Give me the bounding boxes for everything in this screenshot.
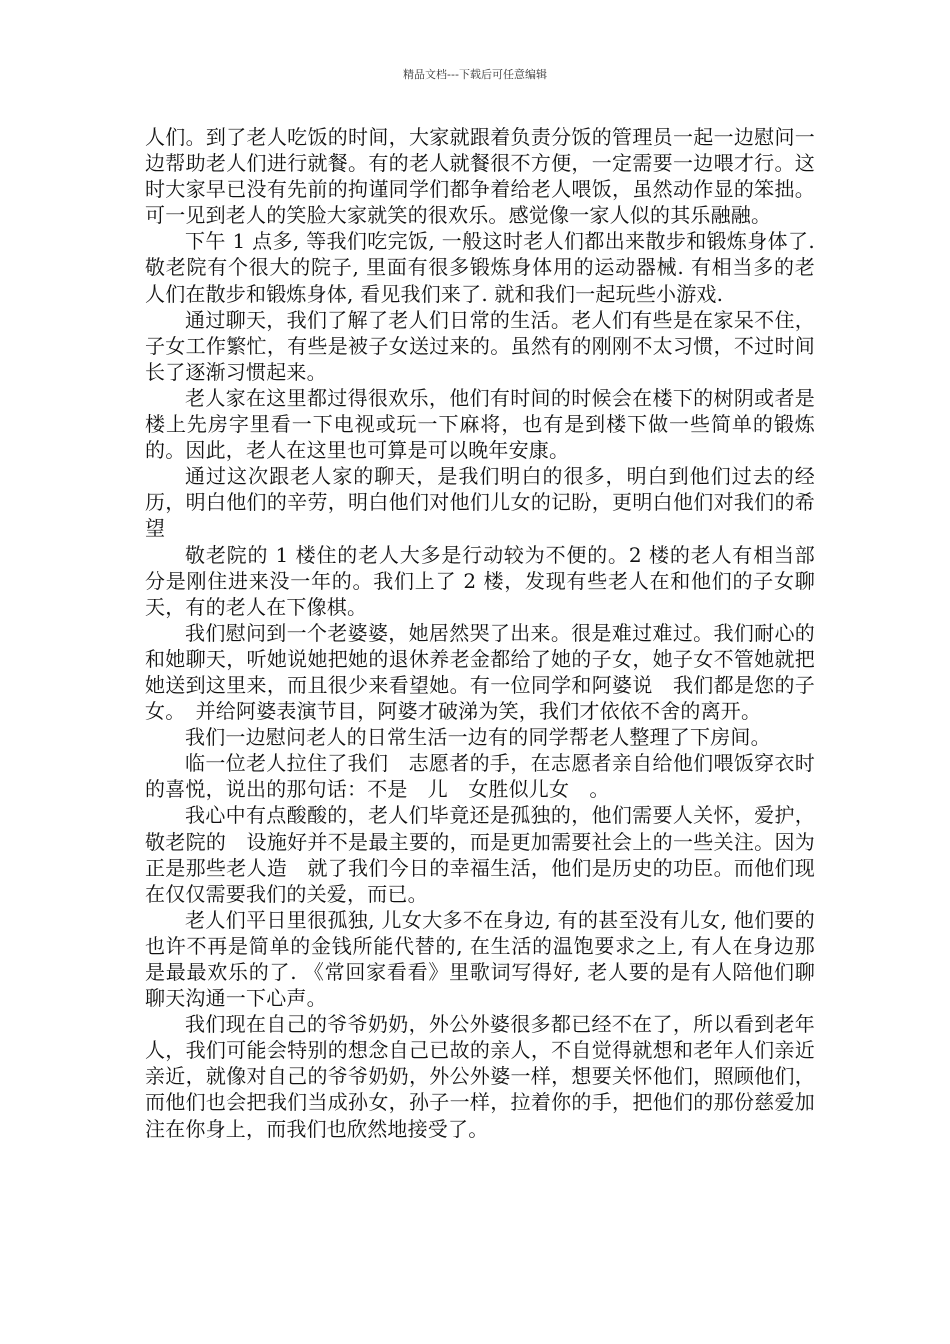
document-body bbox=[145, 124, 815, 1142]
paragraph-3: 通过聊天，我们了解了老人们日常的生活。老人们有些是在家呆不住，子女工作繁忙，有些是被子女送过来的。虽然有的刚刚不太习惯，不过时间长了逐渐习惯起来。 bbox=[145, 307, 815, 384]
paragraph-9: 临一位老人拉住了我们 志愿者的手，在志愿者亲自给他们喂饭穿衣时的喜悦，说出的那句话：不是 儿 女胜似儿女 。 bbox=[145, 751, 815, 802]
paragraph-2: 下午 1 点多, 等我们吃完饭, 一般这时老人们都出来散步和锻炼身体了. 敬老院有个很大的院子, 里面有很多锻炼身体用的运动器械. 有相当多的老人们在散步和锻炼身体, 看见我们来了. 就和我们一起玩些小游戏. bbox=[145, 229, 815, 306]
paragraph-11: 老人们平日里很孤独, 儿女大多不在身边, 有的甚至没有儿女, 他们要的也许不再是简单的金钱所能代替的, 在生活的温饱要求之上, 有人在身边那是最最欢乐的了. 《常回家看看》里歌词写得好, 老人要的是有人陪他们聊聊天沟通一下心声。 bbox=[145, 907, 815, 1011]
paragraph-12: 我们现在自己的爷爷奶奶，外公外婆很多都已经不在了，所以看到老年人，我们可能会特别的想念自己已故的亲人，不自觉得就想和老年人们亲近亲近，就像对自己的爷爷奶奶，外公外婆一样，想要关怀他们，照顾他们，而他们也会把我们当成孙女，孙子一样，拉着你的手，把他们的那份慈爱加注在你身上，而我们也欣然地接受了。 bbox=[145, 1012, 815, 1141]
paragraph-7: 我们慰问到一个老婆婆，她居然哭了出来。很是难过难过。我们耐心的和她聊天，听她说她把她的退休养老金都给了她的子女，她子女不管她就把她送到这里来，而且很少来看望她。有一位同学和阿婆说 我们都是您的子女。 并给阿婆表演节目，阿婆才破涕为笑，我们才依依不舍的离开。 bbox=[145, 620, 815, 724]
paragraph-1: 人们。到了老人吃饭的时间，大家就跟着负责分饭的管理员一起一边慰问一边帮助老人们进行就餐。有的老人就餐很不方便，一定需要一边喂才行。这时大家早已没有先前的拘谨同学们都争着给老人喂饭，虽然动作显的笨拙。可一见到老人的笑脸大家就笑的很欢乐。感觉像一家人似的其乐融融。 bbox=[145, 125, 815, 228]
paragraph-10: 我心中有点酸酸的，老人们毕竟还是孤独的，他们需要人关怀，爱护，敬老院的 设施好并不是最主要的，而是更加需要社会上的一些关注。因为正是那些老人造 就了我们今日的幸福生活，他们是历史的功臣。而他们现在仅仅需要我们的关爱，而已。 bbox=[145, 803, 815, 906]
paragraph-4: 老人家在这里都过得很欢乐，他们有时间的时候会在楼下的树阴或者是楼上先房字里看一下电视或玩一下麻将，也有是到楼下做一些简单的锻炼的。因此，老人在这里也可算是可以晚年安康。 bbox=[145, 385, 815, 463]
paragraph-8: 我们一边慰问老人的日常生活一边有的同学帮老人整理了下房间。 bbox=[185, 725, 771, 750]
paragraph-6: 敬老院的 1 楼住的老人大多是行动较为不便的。2 楼的老人有相当部分是刚住进来没一年的。我们上了 2 楼，发现有些老人在和他们的子女聊天，有的老人在下像棋。 bbox=[145, 542, 815, 619]
page-header: 精品文档---下载后可任意编辑 bbox=[403, 68, 547, 81]
paragraph-5: 通过这次跟老人家的聊天，是我们明白的很多，明白到他们过去的经历，明白他们的辛劳，明白他们对他们儿女的记盼，更明白他们对我们的希望 bbox=[145, 464, 815, 541]
